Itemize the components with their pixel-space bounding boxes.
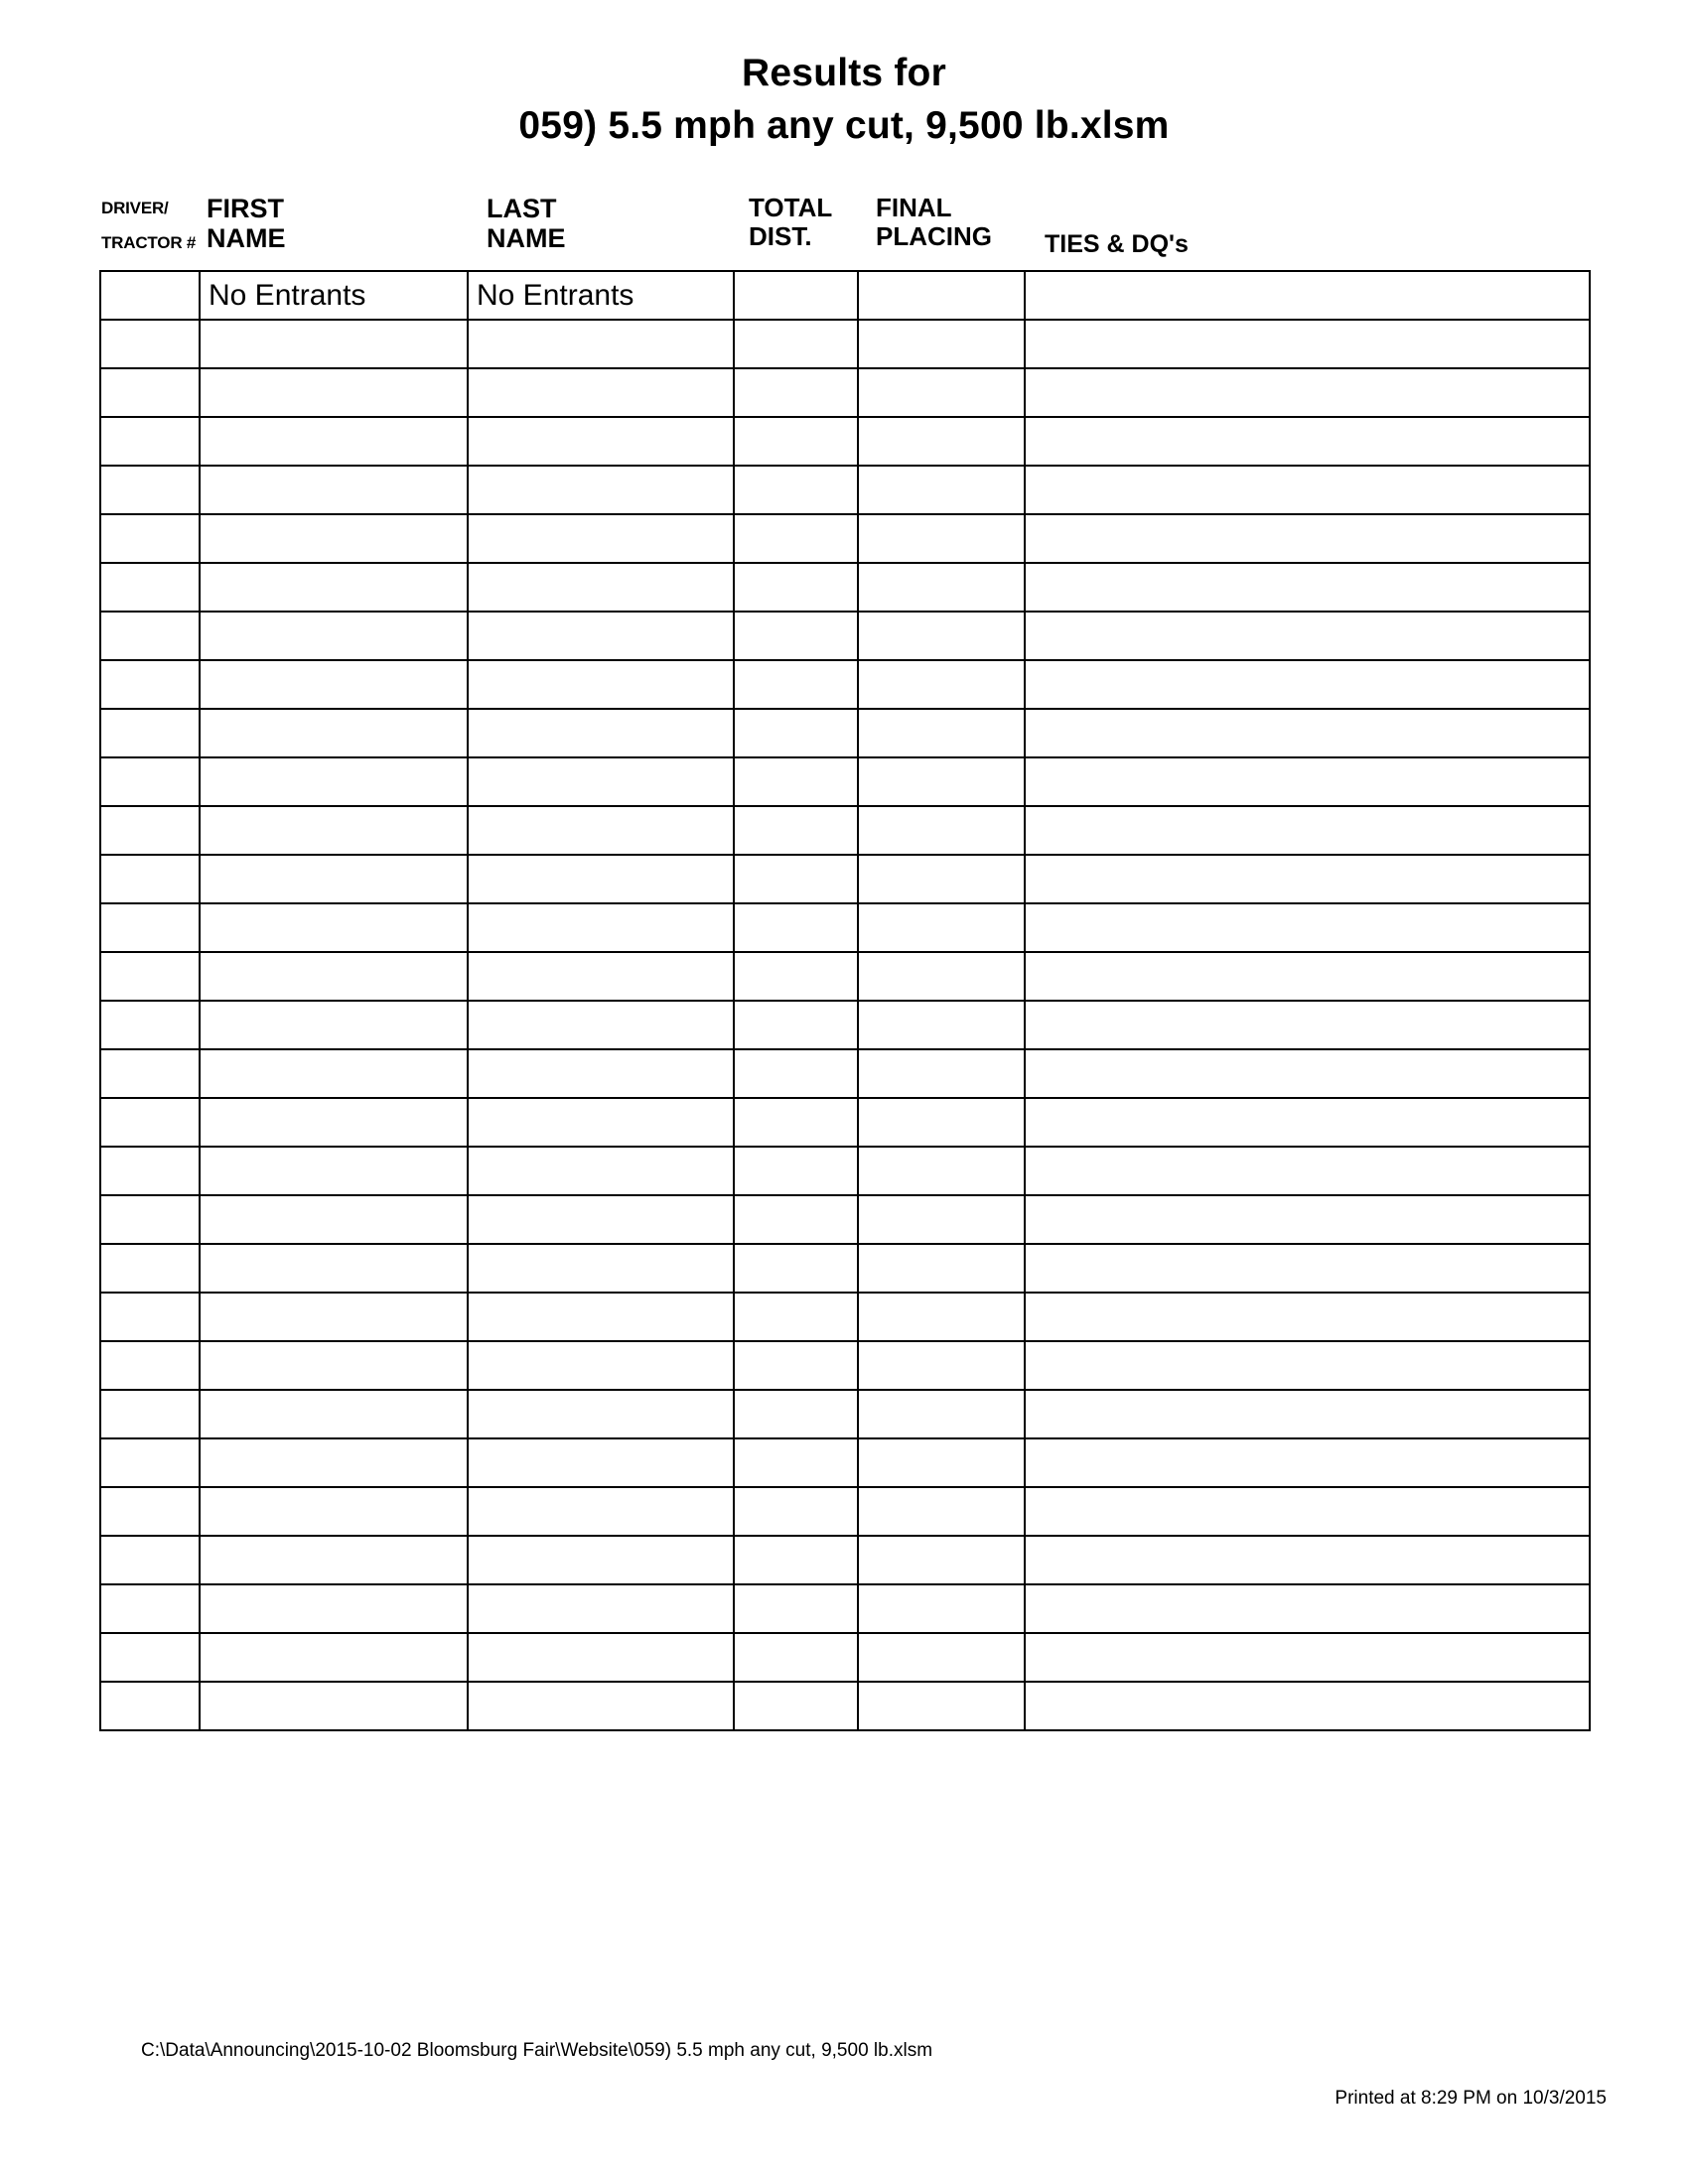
- cell-final-placing: [858, 660, 1025, 709]
- cell-ties-dqs: [1025, 1147, 1590, 1195]
- column-header-driver: [101, 199, 196, 252]
- cell-final-placing: [858, 903, 1025, 952]
- cell-last-name: [468, 1536, 734, 1584]
- cell-last-name: [468, 757, 734, 806]
- cell-final-placing: [858, 514, 1025, 563]
- cell-driver: [100, 1438, 200, 1487]
- cell-total-dist: [734, 1536, 858, 1584]
- title-line-1: Results for: [742, 52, 946, 94]
- cell-first-name: [200, 1390, 468, 1438]
- cell-last-name: [468, 1244, 734, 1293]
- table-row: [100, 1293, 1590, 1341]
- cell-first-name: [200, 1147, 468, 1195]
- cell-ties-dqs: [1025, 1682, 1590, 1730]
- column-header-last-line1: LAST: [487, 194, 557, 223]
- cell-driver: [100, 903, 200, 952]
- cell-driver: [100, 1633, 200, 1682]
- footer-file-path: C:\Data\Announcing\2015-10-02 Bloomsburg Fair\Website\059) 5.5 mph any cut, 9,500 lb.xlsm: [141, 2040, 933, 2061]
- cell-ties-dqs: [1025, 1341, 1590, 1390]
- cell-final-placing: [858, 1341, 1025, 1390]
- page-title: [0, 48, 1688, 152]
- cell-driver: [100, 1390, 200, 1438]
- cell-first-name: [200, 320, 468, 368]
- cell-driver: [100, 1098, 200, 1147]
- cell-final-placing: [858, 1584, 1025, 1633]
- table-row: [100, 903, 1590, 952]
- cell-total-dist: [734, 806, 858, 855]
- cell-driver: [100, 320, 200, 368]
- table-row: [100, 660, 1590, 709]
- table-row: [100, 709, 1590, 757]
- cell-total-dist: [734, 466, 858, 514]
- cell-ties-dqs: [1025, 514, 1590, 563]
- cell-last-name: [468, 1293, 734, 1341]
- cell-total-dist: [734, 271, 858, 320]
- cell-ties-dqs: [1025, 1244, 1590, 1293]
- cell-driver: [100, 1487, 200, 1536]
- results-table-wrap: [99, 189, 1589, 1731]
- cell-last-name: [468, 660, 734, 709]
- table-column-headers: [99, 189, 1589, 270]
- column-header-final-line2: PLACING: [876, 221, 992, 252]
- table-row: [100, 1584, 1590, 1633]
- cell-driver: [100, 417, 200, 466]
- cell-final-placing: [858, 1244, 1025, 1293]
- cell-last-name: [468, 514, 734, 563]
- cell-last-name: [468, 368, 734, 417]
- results-table: [99, 270, 1591, 1731]
- cell-ties-dqs: [1025, 417, 1590, 466]
- cell-total-dist: [734, 1584, 858, 1633]
- cell-ties-dqs: [1025, 855, 1590, 903]
- cell-ties-dqs: [1025, 1536, 1590, 1584]
- cell-total-dist: [734, 1487, 858, 1536]
- cell-ties-dqs: [1025, 1438, 1590, 1487]
- cell-driver: [100, 952, 200, 1001]
- title-line-2: 059) 5.5 mph any cut, 9,500 lb.xlsm: [518, 103, 1170, 147]
- cell-driver: [100, 1682, 200, 1730]
- cell-total-dist: [734, 660, 858, 709]
- cell-ties-dqs: [1025, 709, 1590, 757]
- cell-total-dist: [734, 709, 858, 757]
- cell-ties-dqs: [1025, 1584, 1590, 1633]
- cell-first-name: [200, 1341, 468, 1390]
- cell-first-name: [200, 806, 468, 855]
- cell-last-name: [468, 612, 734, 660]
- cell-first-name: [200, 1098, 468, 1147]
- cell-driver: [100, 1049, 200, 1098]
- cell-ties-dqs: [1025, 612, 1590, 660]
- cell-last-name: [468, 1487, 734, 1536]
- cell-total-dist: [734, 514, 858, 563]
- cell-driver: [100, 1001, 200, 1049]
- table-row: [100, 612, 1590, 660]
- cell-first-name: [200, 1487, 468, 1536]
- cell-final-placing: [858, 1147, 1025, 1195]
- cell-last-name: [468, 1341, 734, 1390]
- column-header-last-line2: NAME: [487, 223, 566, 254]
- column-header-ties-dqs: TIES & DQ's: [1045, 230, 1189, 258]
- cell-ties-dqs: [1025, 1293, 1590, 1341]
- cell-final-placing: [858, 563, 1025, 612]
- cell-ties-dqs: [1025, 1390, 1590, 1438]
- cell-first-name: [200, 417, 468, 466]
- cell-first-name: [200, 1049, 468, 1098]
- cell-ties-dqs: [1025, 1098, 1590, 1147]
- cell-ties-dqs: [1025, 563, 1590, 612]
- cell-driver: [100, 563, 200, 612]
- cell-total-dist: [734, 903, 858, 952]
- cell-final-placing: [858, 1682, 1025, 1730]
- cell-last-name: [468, 806, 734, 855]
- cell-first-name: [200, 466, 468, 514]
- cell-driver: [100, 1147, 200, 1195]
- cell-last-name: [468, 855, 734, 903]
- table-row: [100, 1098, 1590, 1147]
- cell-last-name: [468, 1438, 734, 1487]
- cell-total-dist: [734, 1293, 858, 1341]
- cell-last-name: [468, 952, 734, 1001]
- table-row: [100, 417, 1590, 466]
- cell-ties-dqs: [1025, 1049, 1590, 1098]
- cell-first-name: [200, 1001, 468, 1049]
- column-header-final-placing: [876, 194, 992, 251]
- cell-first-name: [200, 1584, 468, 1633]
- cell-total-dist: [734, 855, 858, 903]
- table-row: [100, 1147, 1590, 1195]
- cell-ties-dqs: [1025, 660, 1590, 709]
- cell-final-placing: [858, 1049, 1025, 1098]
- cell-last-name: [468, 1001, 734, 1049]
- table-row: [100, 1195, 1590, 1244]
- cell-last-name: No Entrants: [468, 271, 734, 320]
- table-row: [100, 855, 1590, 903]
- cell-last-name: [468, 1682, 734, 1730]
- cell-final-placing: [858, 612, 1025, 660]
- table-row: [100, 1633, 1590, 1682]
- cell-driver: [100, 368, 200, 417]
- table-row: [100, 1487, 1590, 1536]
- column-header-first-name: [207, 194, 286, 253]
- cell-ties-dqs: [1025, 1001, 1590, 1049]
- cell-driver: [100, 660, 200, 709]
- table-row: [100, 1049, 1590, 1098]
- column-header-last-name: [487, 194, 566, 253]
- table-row: [100, 1390, 1590, 1438]
- column-header-driver-line1: DRIVER/: [101, 199, 169, 217]
- table-row: [100, 320, 1590, 368]
- table-row: [100, 1536, 1590, 1584]
- column-header-first-line1: FIRST: [207, 194, 284, 223]
- cell-last-name: [468, 903, 734, 952]
- column-header-total-line2: DIST.: [749, 221, 812, 252]
- cell-driver: [100, 1341, 200, 1390]
- results-table-body: [100, 271, 1590, 1730]
- cell-total-dist: [734, 1001, 858, 1049]
- cell-last-name: [468, 1195, 734, 1244]
- cell-last-name: [468, 1049, 734, 1098]
- cell-driver: [100, 855, 200, 903]
- cell-first-name: [200, 660, 468, 709]
- cell-ties-dqs: [1025, 903, 1590, 952]
- cell-final-placing: [858, 1001, 1025, 1049]
- cell-total-dist: [734, 1682, 858, 1730]
- cell-total-dist: [734, 320, 858, 368]
- cell-last-name: [468, 320, 734, 368]
- cell-final-placing: [858, 271, 1025, 320]
- table-row: [100, 466, 1590, 514]
- cell-final-placing: [858, 1390, 1025, 1438]
- cell-first-name: [200, 1293, 468, 1341]
- cell-last-name: [468, 1098, 734, 1147]
- cell-first-name: [200, 1195, 468, 1244]
- cell-total-dist: [734, 1098, 858, 1147]
- table-row: [100, 952, 1590, 1001]
- cell-ties-dqs: [1025, 320, 1590, 368]
- cell-first-name: [200, 1438, 468, 1487]
- cell-total-dist: [734, 612, 858, 660]
- cell-final-placing: [858, 952, 1025, 1001]
- table-row: [100, 1682, 1590, 1730]
- cell-final-placing: [858, 806, 1025, 855]
- cell-final-placing: [858, 1098, 1025, 1147]
- cell-first-name: [200, 612, 468, 660]
- footer-printed-timestamp: Printed at 8:29 PM on 10/3/2015: [1335, 2088, 1607, 2109]
- cell-total-dist: [734, 1049, 858, 1098]
- cell-driver: [100, 1195, 200, 1244]
- table-row: [100, 1341, 1590, 1390]
- cell-ties-dqs: [1025, 1633, 1590, 1682]
- cell-total-dist: [734, 1244, 858, 1293]
- cell-first-name: [200, 709, 468, 757]
- cell-ties-dqs: [1025, 757, 1590, 806]
- cell-first-name: [200, 563, 468, 612]
- cell-final-placing: [858, 1438, 1025, 1487]
- cell-driver: [100, 1293, 200, 1341]
- cell-total-dist: [734, 417, 858, 466]
- cell-final-placing: [858, 1487, 1025, 1536]
- table-row: [100, 1001, 1590, 1049]
- table-row: [100, 514, 1590, 563]
- cell-first-name: [200, 368, 468, 417]
- cell-first-name: [200, 1682, 468, 1730]
- cell-last-name: [468, 1390, 734, 1438]
- cell-first-name: [200, 903, 468, 952]
- cell-driver: [100, 709, 200, 757]
- cell-driver: [100, 612, 200, 660]
- cell-first-name: [200, 1633, 468, 1682]
- cell-driver: [100, 1244, 200, 1293]
- cell-total-dist: [734, 1341, 858, 1390]
- cell-driver: [100, 806, 200, 855]
- cell-final-placing: [858, 757, 1025, 806]
- cell-driver: [100, 466, 200, 514]
- cell-total-dist: [734, 563, 858, 612]
- cell-driver: [100, 1536, 200, 1584]
- cell-last-name: [468, 417, 734, 466]
- table-row: [100, 806, 1590, 855]
- cell-last-name: [468, 1584, 734, 1633]
- cell-first-name: [200, 757, 468, 806]
- table-row: [100, 563, 1590, 612]
- cell-final-placing: [858, 320, 1025, 368]
- cell-first-name: No Entrants: [200, 271, 468, 320]
- cell-driver: [100, 271, 200, 320]
- cell-first-name: [200, 1244, 468, 1293]
- cell-ties-dqs: [1025, 1487, 1590, 1536]
- cell-ties-dqs: [1025, 952, 1590, 1001]
- cell-first-name: [200, 952, 468, 1001]
- cell-final-placing: [858, 368, 1025, 417]
- cell-last-name: [468, 1147, 734, 1195]
- cell-total-dist: [734, 1633, 858, 1682]
- cell-ties-dqs: [1025, 806, 1590, 855]
- cell-first-name: [200, 514, 468, 563]
- cell-final-placing: [858, 417, 1025, 466]
- cell-first-name: [200, 855, 468, 903]
- cell-last-name: [468, 563, 734, 612]
- cell-final-placing: [858, 1536, 1025, 1584]
- cell-ties-dqs: [1025, 466, 1590, 514]
- table-row: [100, 368, 1590, 417]
- cell-first-name: [200, 1536, 468, 1584]
- cell-total-dist: [734, 1390, 858, 1438]
- cell-final-placing: [858, 855, 1025, 903]
- column-header-total-line1: TOTAL: [749, 193, 833, 222]
- cell-ties-dqs: [1025, 271, 1590, 320]
- table-row: [100, 1438, 1590, 1487]
- cell-final-placing: [858, 1195, 1025, 1244]
- cell-ties-dqs: [1025, 368, 1590, 417]
- cell-driver: [100, 514, 200, 563]
- cell-driver: [100, 757, 200, 806]
- column-header-total-dist: [749, 194, 832, 251]
- column-header-driver-line2: TRACTOR #: [101, 233, 197, 253]
- table-row: [100, 1244, 1590, 1293]
- cell-last-name: [468, 709, 734, 757]
- cell-total-dist: [734, 1438, 858, 1487]
- cell-final-placing: [858, 466, 1025, 514]
- cell-driver: [100, 1584, 200, 1633]
- cell-ties-dqs: [1025, 1195, 1590, 1244]
- cell-final-placing: [858, 1293, 1025, 1341]
- cell-total-dist: [734, 952, 858, 1001]
- cell-total-dist: [734, 1195, 858, 1244]
- table-row: [100, 757, 1590, 806]
- table-row: [100, 271, 1590, 320]
- column-header-first-line2: NAME: [207, 223, 286, 254]
- cell-final-placing: [858, 709, 1025, 757]
- cell-last-name: [468, 466, 734, 514]
- cell-total-dist: [734, 1147, 858, 1195]
- cell-total-dist: [734, 368, 858, 417]
- cell-final-placing: [858, 1633, 1025, 1682]
- cell-last-name: [468, 1633, 734, 1682]
- column-header-final-line1: FINAL: [876, 193, 952, 222]
- cell-total-dist: [734, 757, 858, 806]
